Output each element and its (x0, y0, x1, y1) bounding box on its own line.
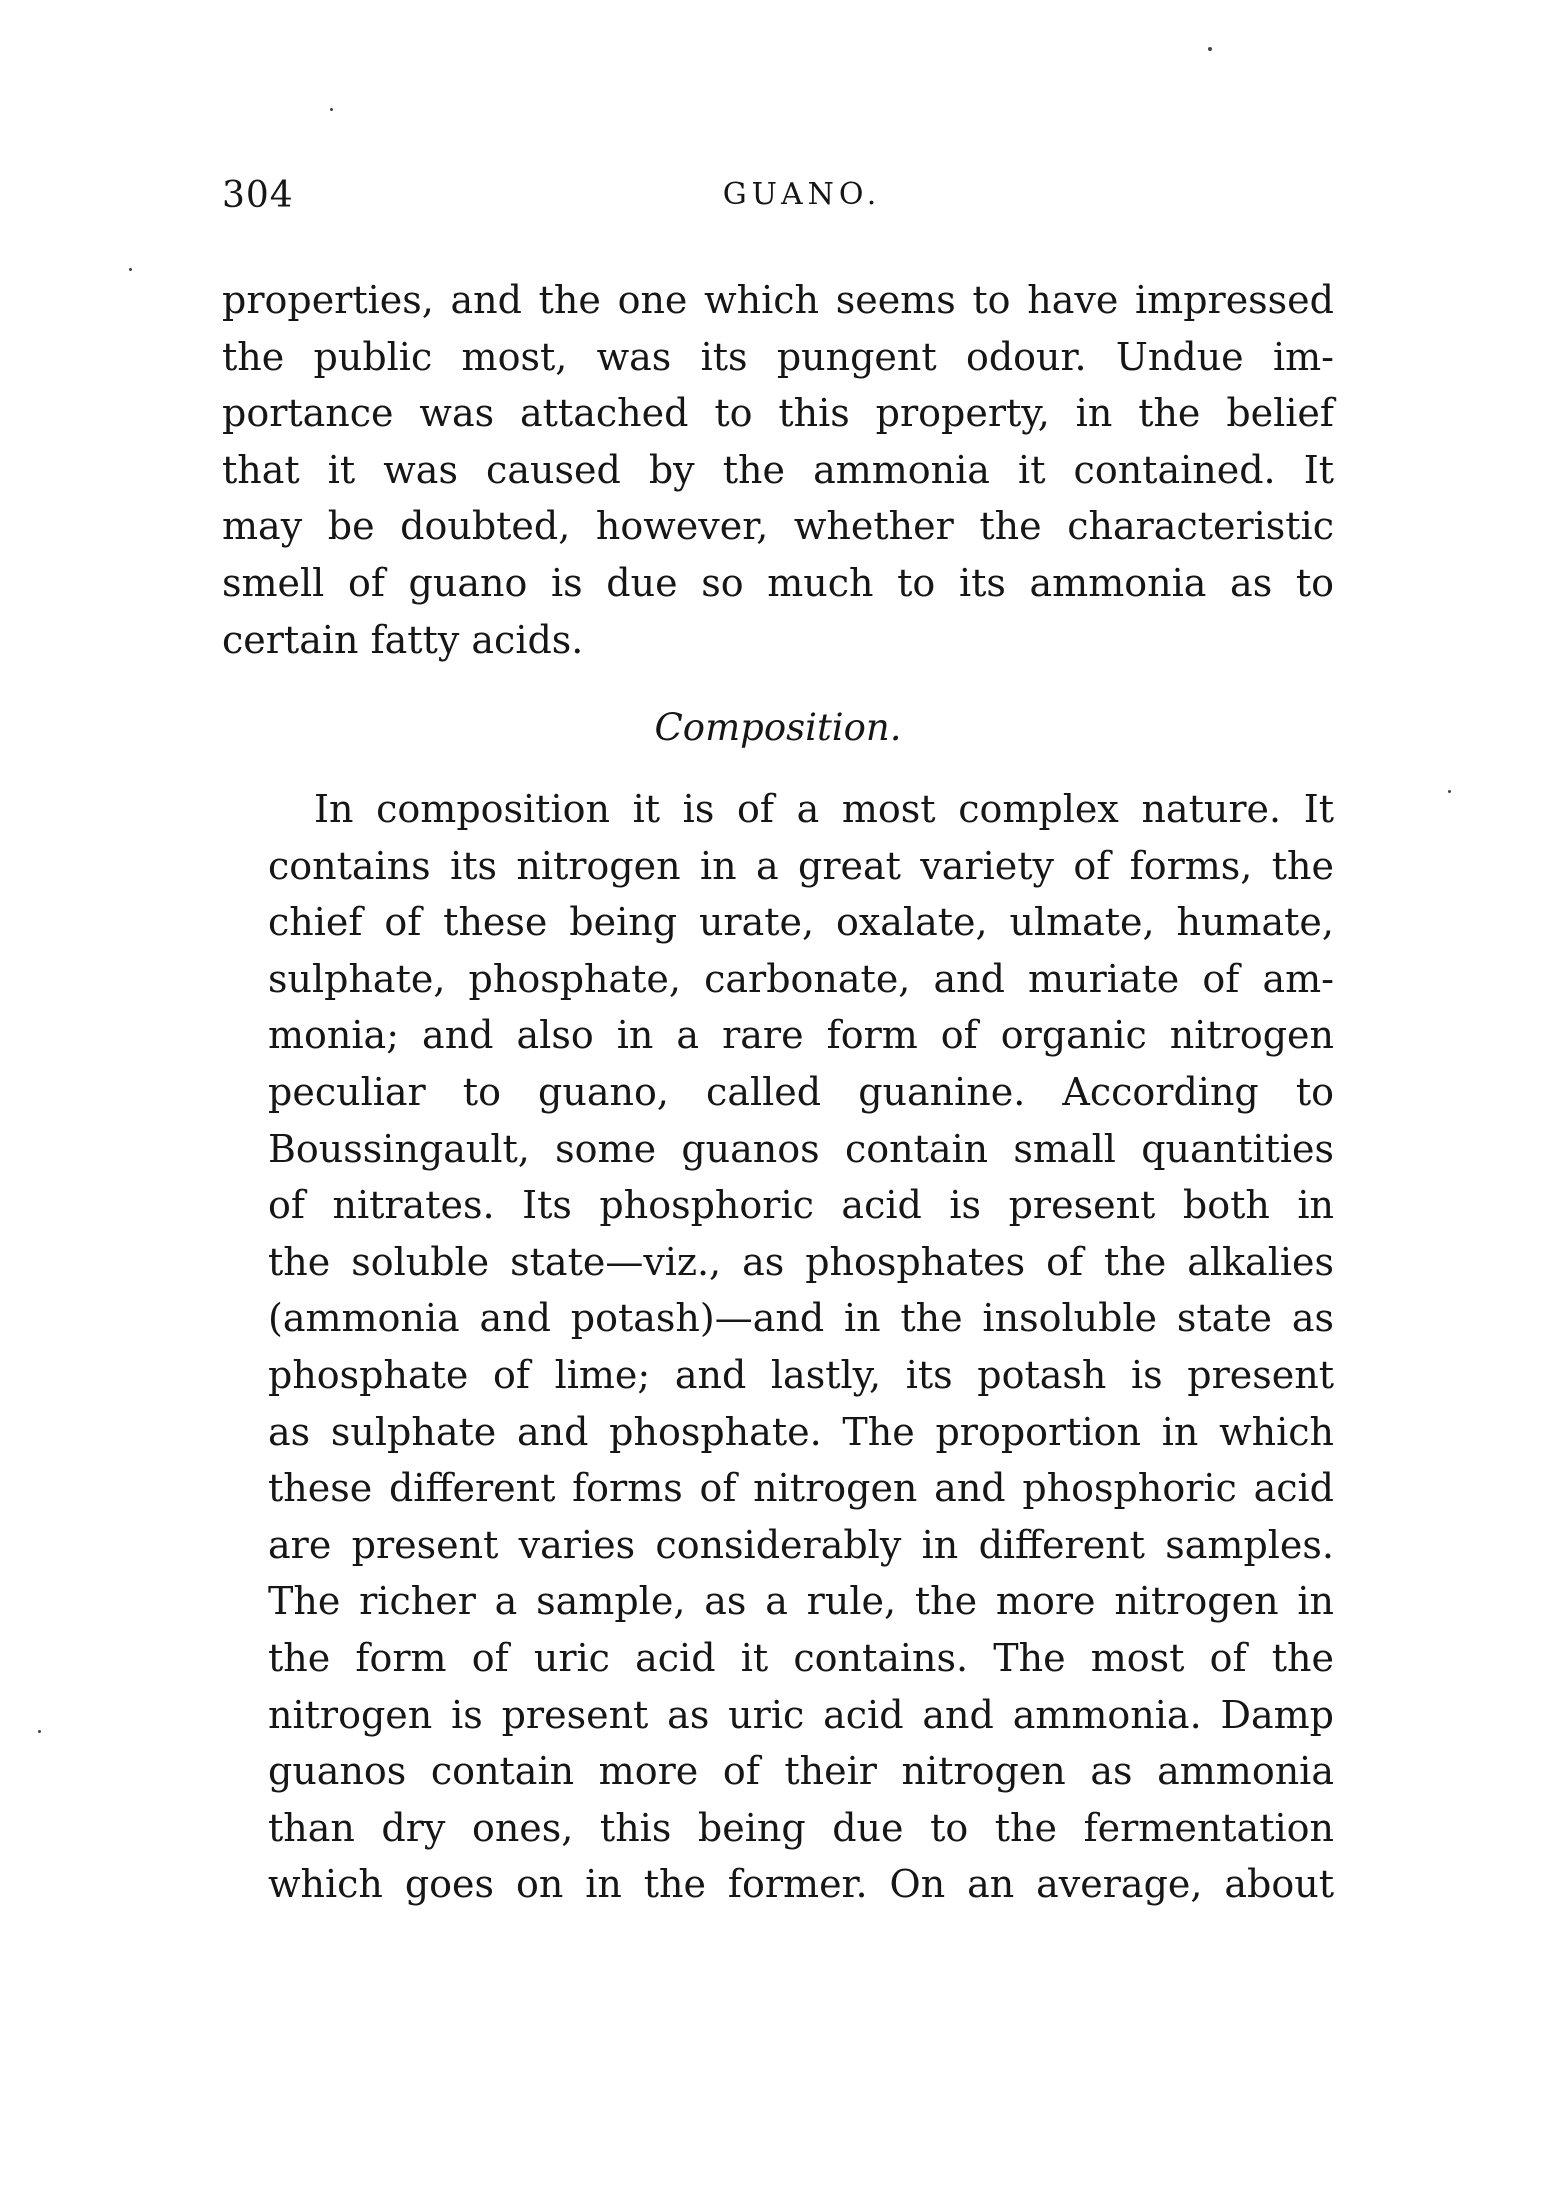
text-line: are present varies considerably in different samples. (268, 1522, 1334, 1567)
text-line: properties, and the one which seems to have impressed (222, 278, 1334, 322)
paragraph-1 (222, 272, 1334, 668)
page-number: 304 (222, 175, 294, 216)
text-line: Boussingault, some guanos contain small quantities (268, 1126, 1334, 1171)
text-line: portance was attached to this property, in the belief (222, 391, 1334, 436)
text-line: than dry ones, this being due to the fermentation (268, 1805, 1334, 1850)
section-heading: Composition. (654, 706, 902, 749)
text-line: chief of these being urate, oxalate, ulmate, humate, (268, 900, 1334, 945)
text-line: guanos contain more of their nitrogen as ammonia (268, 1749, 1334, 1794)
text-line: nitrogen is present as uric acid and ammonia. Damp (268, 1692, 1334, 1737)
text-line: In composition it is of a most complex nature. It (314, 787, 1334, 831)
text-line: of nitrates. Its phosphoric acid is present both in (268, 1183, 1334, 1228)
text-line: these different forms of nitrogen and phosphoric acid (268, 1466, 1334, 1511)
text-line: sulphate, phosphate, carbonate, and muriate of am- (268, 956, 1334, 1001)
text-line: The richer a sample, as a rule, the more nitrogen in (268, 1579, 1334, 1624)
text-line: that it was caused by the ammonia it contained. It (222, 447, 1334, 492)
scan-speck (1448, 790, 1451, 793)
text-line: as sulphate and phosphate. The proportion in which (268, 1409, 1334, 1454)
scan-speck (129, 268, 132, 271)
paragraph-2 (222, 781, 1334, 1913)
text-line: the soluble state—viz., as phosphates of the alkalies (268, 1239, 1334, 1284)
scan-speck (38, 1730, 41, 1733)
text-line: which goes on in the former. On an average, about (268, 1862, 1334, 1907)
running-head: GUANO. (722, 177, 882, 212)
text-line: may be doubted, however, whether the characteristic (222, 504, 1334, 549)
text-line: peculiar to guano, called guanine. According to (268, 1069, 1334, 1114)
text-line: certain fatty acids. (222, 617, 584, 662)
text-line: phosphate of lime; and lastly, its potash is present (268, 1352, 1334, 1397)
text-line: the public most, was its pungent odour. Undue im- (222, 334, 1334, 379)
text-line: contains its nitrogen in a great variety of forms, the (268, 843, 1334, 888)
text-line: the form of uric acid it contains. The most of the (268, 1635, 1334, 1680)
text-line: smell of guano is due so much to its ammonia as to (222, 560, 1334, 605)
scan-speck (330, 108, 333, 111)
text-line: (ammonia and potash)—and in the insoluble state as (268, 1296, 1334, 1341)
text-line: monia; and also in a rare form of organic nitrogen (268, 1013, 1334, 1058)
scan-speck (1208, 47, 1212, 51)
page-header (222, 175, 1342, 235)
